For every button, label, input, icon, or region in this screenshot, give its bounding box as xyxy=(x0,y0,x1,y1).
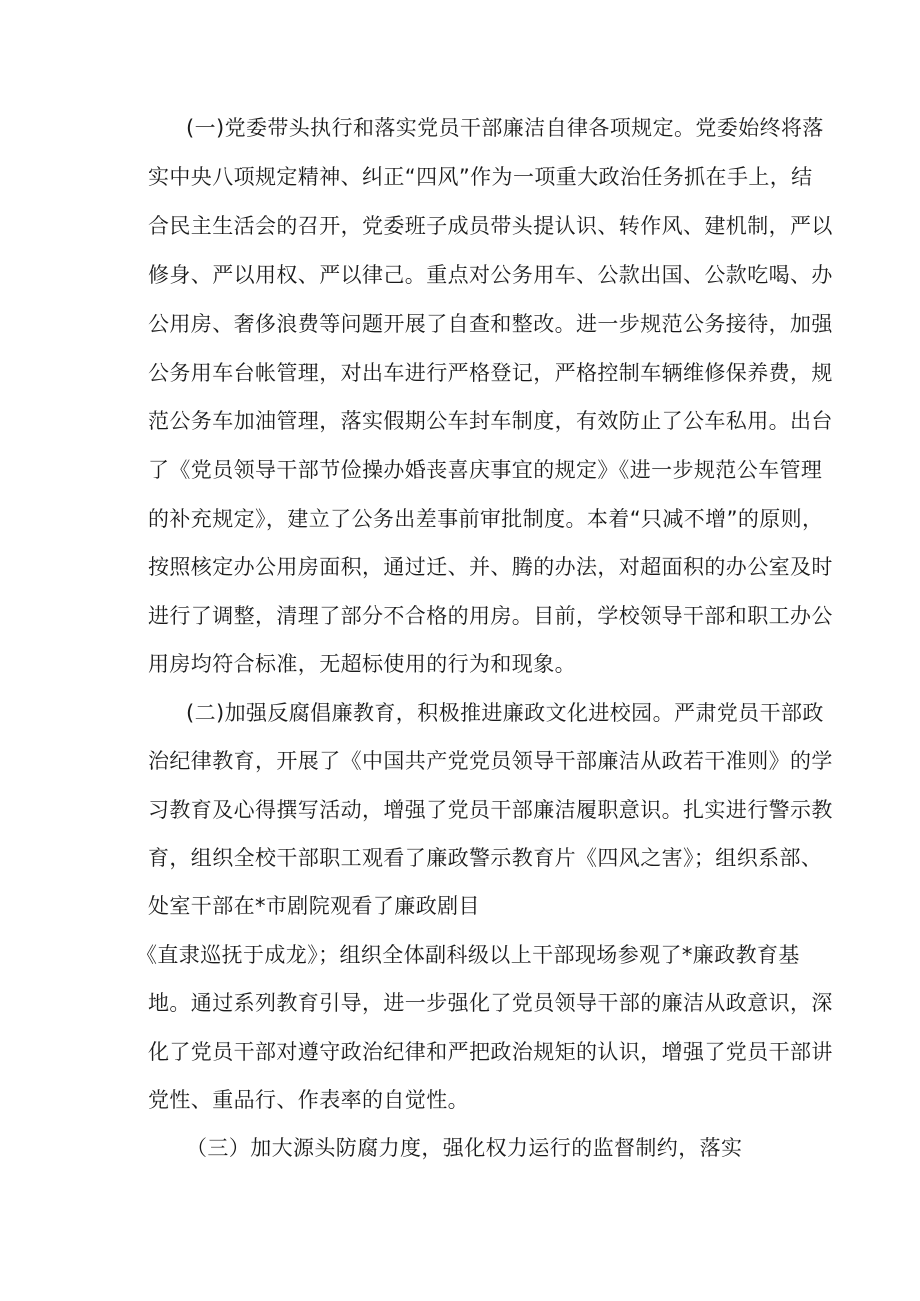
paragraph-1-line-12: 用房均符合标准，无超标使用的行为和现象。 xyxy=(148,652,576,676)
paragraph-2-line-9: 党性、重品行、作表率的自觉性。 xyxy=(148,1088,469,1112)
paragraph-1-line-10: 按照核定办公用房面积，通过迁、并、腾的办法，对超面积的办公室及时 xyxy=(148,555,833,579)
paragraph-2-line-6: 《直隶巡抚于成龙》；组织全体副科级以上干部现场参观了*廉政教育基 xyxy=(136,943,800,967)
paragraph-2-line-3: 习教育及心得撰写活动，增强了党员干部廉洁履职意识。扎实进行警示教 xyxy=(148,798,833,822)
paragraph-1-line-4: 修身、严以用权、严以律己。重点对公务用车、公款出国、公款吃喝、办 xyxy=(148,263,833,287)
paragraph-1-line-3: 合民主生活会的召开，党委班子成员带头提认识、转作风、建机制，严以 xyxy=(148,214,833,238)
paragraph-3-line-1: （三）加大源头防腐力度，强化权力运行的监督制约，落实 xyxy=(186,1136,743,1160)
paragraph-2-line-1: (二)加强反腐倡廉教育，积极推进廉政文化进校园。严肃党员干部政 xyxy=(186,701,824,725)
paragraph-2-line-5: 处室干部在*市剧院观看了廉政剧目 xyxy=(148,894,480,918)
paragraph-1-line-6: 公务用车台帐管理，对出车进行严格登记，严格控制车辆维修保养费，规 xyxy=(148,361,833,385)
paragraph-1-line-5: 公用房、奢侈浪费等问题开展了自查和整改。进一步规范公务接待，加强 xyxy=(148,312,833,336)
paragraph-1-line-8: 了《党员领导干部节俭操办婚丧喜庆事宜的规定》《进一步规范公车管理 xyxy=(148,458,823,482)
paragraph-1-line-11: 进行了调整，清理了部分不合格的用房。目前，学校领导干部和职工办公 xyxy=(148,604,833,628)
paragraph-1-line-9: 的补充规定》，建立了公务出差事前审批制度。本着“只减不增”的原则， xyxy=(148,507,824,531)
paragraph-2-line-4: 育，组织全校干部职工观看了廉政警示教育片《四风之害》；组织系部、 xyxy=(148,846,823,870)
paragraph-1-line-2: 实中央八项规定精神、纠正“四风”作为一项重大政治任务抓在手上，结 xyxy=(148,165,813,189)
paragraph-2-line-7: 地。通过系列教育引导，进一步强化了党员领导干部的廉洁从政意识，深 xyxy=(148,991,833,1015)
paragraph-2-line-2: 治纪律教育，开展了《中国共产党党员领导干部廉洁从政若干准则》的学 xyxy=(148,749,833,773)
paragraph-1-line-1: (一)党委带头执行和落实党员干部廉洁自律各项规定。党委始终将落 xyxy=(186,116,824,140)
paragraph-1-line-7: 范公务车加油管理，落实假期公车封车制度，有效防止了公车私用。出台 xyxy=(148,409,833,433)
paragraph-2-line-8: 化了党员干部对遵守政治纪律和严把政治规矩的认识，增强了党员干部讲 xyxy=(148,1040,833,1064)
